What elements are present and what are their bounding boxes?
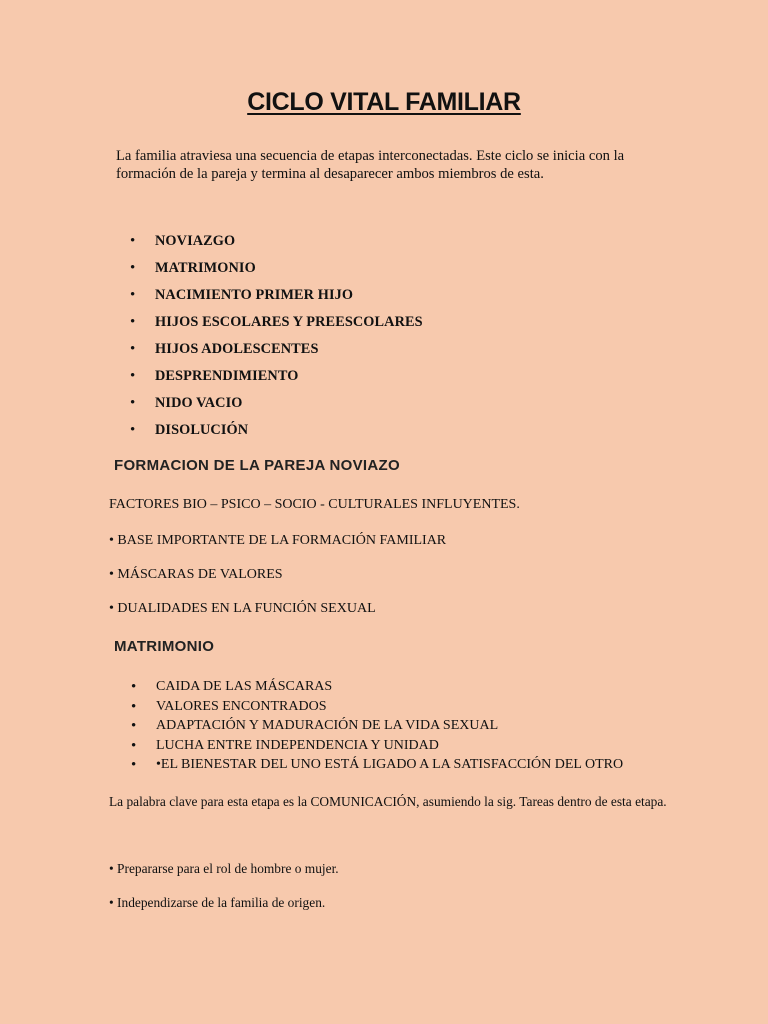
bullet-icon: •: [130, 341, 136, 357]
list-item: [130, 395, 423, 422]
stages-list: [130, 233, 423, 449]
stage-label: DESPRENDIMIENTO: [155, 368, 299, 384]
item-label: •EL BIENESTAR DEL UNO ESTÁ LIGADO A LA SATISFACCIÓN DEL OTRO: [156, 757, 624, 773]
stage-label: DISOLUCIÓN: [155, 422, 249, 438]
task-text: • Independizarse de la familia de origen.: [109, 895, 326, 910]
point-text: • BASE IMPORTANTE DE LA FORMACIÓN FAMILIAR: [109, 533, 447, 548]
stage-label: NIDO VACIO: [155, 395, 243, 411]
document-title: CICLO VITAL FAMILIAR: [247, 88, 521, 116]
list-item: [131, 718, 623, 738]
list-item: [131, 679, 623, 699]
bullet-icon: •: [131, 718, 137, 735]
task-text: • Prepararse para el rol de hombre o mujer.: [109, 861, 339, 876]
bullet-icon: •: [130, 314, 136, 330]
bullet-icon: •: [131, 679, 137, 695]
list-item: [131, 699, 623, 719]
list-item: [130, 260, 423, 287]
point-text: • MÁSCARAS DE VALORES: [109, 567, 283, 582]
list-item: [130, 368, 423, 395]
section-heading-noviazgo: FORMACION DE LA PAREJA NOVIAZO: [114, 457, 400, 474]
bullet-icon: •: [130, 260, 136, 276]
stage-label: NACIMIENTO PRIMER HIJO: [155, 287, 354, 303]
item-label: CAIDA DE LAS MÁSCARAS: [156, 679, 333, 694]
factors-text: FACTORES BIO – PSICO – SOCIO - CULTURALES INFLUYENTES.: [109, 497, 520, 512]
intro-paragraph: La familia atraviesa una secuencia de etapas interconectadas. Este ciclo se inicia con la formación de la pareja y termina al desaparecer ambos miembros de esta.: [116, 148, 625, 182]
item-label: ADAPTACIÓN Y MADURACIÓN DE LA VIDA SEXUAL: [156, 718, 499, 734]
bullet-icon: •: [130, 422, 136, 438]
keyword-paragraph: La palabra clave para esta etapa es la COMUNICACIÓN, asumiendo la sig. Tareas dentro de esta etapa.: [109, 794, 667, 809]
item-label: VALORES ENCONTRADOS: [156, 698, 327, 714]
bullet-icon: •: [131, 757, 137, 774]
bullet-icon: •: [130, 395, 136, 411]
bullet-icon: •: [130, 287, 136, 303]
matrimonio-list: [131, 679, 623, 777]
bullet-icon: •: [131, 698, 137, 715]
list-item: [130, 287, 423, 314]
section-heading-matrimonio: MATRIMONIO: [114, 638, 215, 655]
stage-label: NOVIAZGO: [155, 233, 236, 249]
bullet-icon: •: [131, 737, 137, 754]
list-item: [131, 738, 623, 758]
list-item: [130, 314, 423, 341]
bullet-icon: •: [130, 368, 136, 384]
point-text: • DUALIDADES EN LA FUNCIÓN SEXUAL: [109, 601, 376, 616]
list-item: [131, 757, 623, 777]
list-item: [130, 233, 423, 260]
stage-label: HIJOS ADOLESCENTES: [155, 341, 319, 357]
item-label: LUCHA ENTRE INDEPENDENCIA Y UNIDAD: [156, 737, 439, 753]
list-item: [130, 422, 423, 449]
stage-label: HIJOS ESCOLARES Y PREESCOLARES: [155, 314, 423, 330]
stage-label: MATRIMONIO: [155, 260, 256, 276]
bullet-icon: •: [130, 233, 136, 249]
list-item: [130, 341, 423, 368]
